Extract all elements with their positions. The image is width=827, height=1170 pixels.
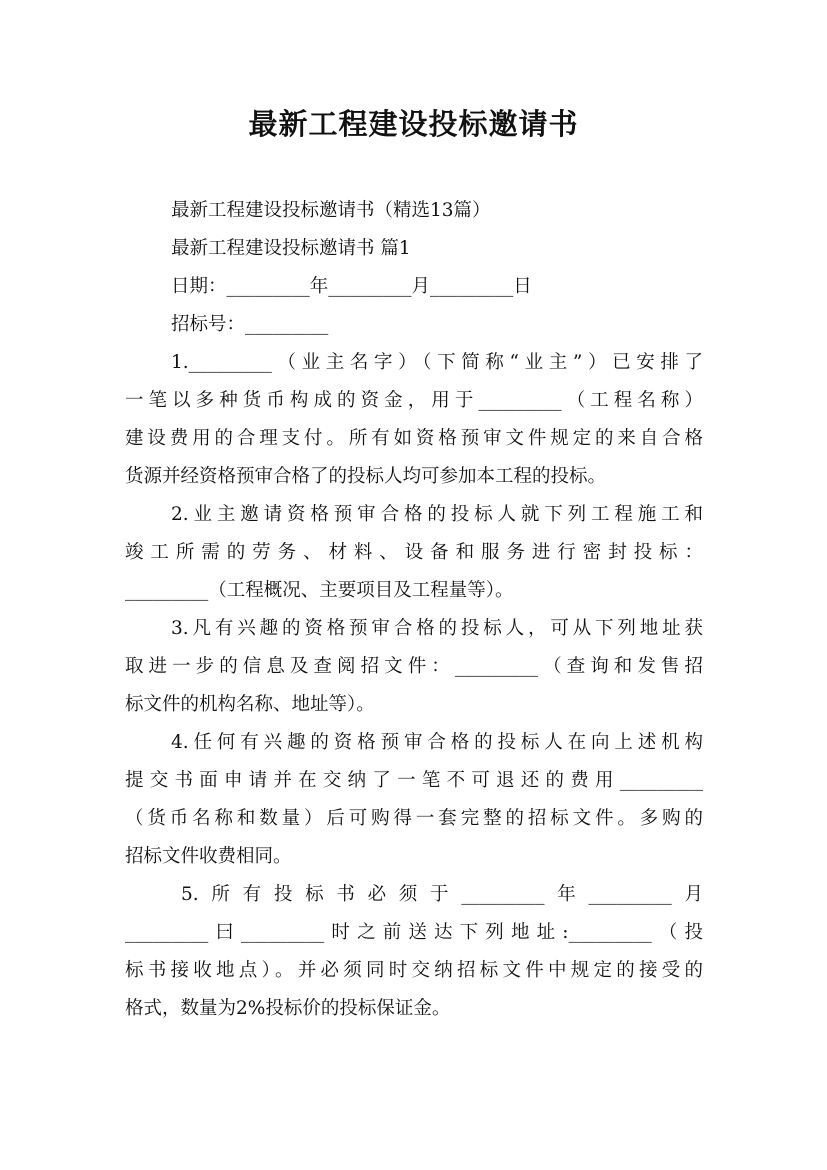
paragraph-5-line-4: 格式，数量为2%投标价的投标保证金。 (125, 998, 451, 1019)
paragraph-2-line-3: _________（工程概况、主要项目及工程量等）。 (125, 580, 514, 601)
paragraph-5-line-2: _________曰_________时之前送达下列地址:_________（投 (125, 922, 703, 943)
paragraph-3-line-2: 取进一步的信息及查阅招文件：_________（查询和发售招 (125, 656, 703, 677)
section-heading: 最新工程建设投标邀请书 篇1 (171, 238, 411, 259)
paragraph-4-line-3: （货币名称和数量）后可购得一套完整的招标文件。多购的 (125, 808, 703, 829)
paragraph-2-line-1: 2.业主邀请资格预审合格的投标人就下列工程施工和 (171, 504, 703, 525)
document-body (125, 192, 703, 1028)
paragraph-5-line-3: 标书接收地点）。并必须同时交纳招标文件中规定的接受的 (125, 960, 703, 981)
bid-number-line: 招标号：_________ (171, 314, 329, 335)
paragraph-1-line-3: 建设费用的合理支付。所有如资格预审文件规定的来自合格 (125, 428, 703, 449)
paragraph-5-line-1: 5.所有投标书必须于_________年_________月 (181, 884, 703, 905)
paragraph-1-line-2: 一笔以多种货币构成的资金，用于_________（工程名称） (125, 390, 703, 411)
paragraph-4-line-1: 4.任何有兴趣的资格预审合格的投标人在向上述机构 (171, 732, 703, 753)
document-title: 最新工程建设投标邀请书 (248, 107, 579, 141)
subtitle-line: 最新工程建设投标邀请书（精选13篇） (171, 200, 491, 221)
paragraph-1-line-4: 货源并经资格预审合格了的投标人均可参加本工程的投标。 (125, 466, 607, 487)
paragraph-3-line-1: 3.凡有兴趣的资格预审合格的投标人，可从下列地址获 (171, 618, 703, 639)
paragraph-3-line-3: 标文件的机构名称、地址等）。 (125, 694, 375, 715)
paragraph-4-line-4: 招标文件收费相同。 (125, 846, 292, 867)
paragraph-4-line-2: 提交书面申请并在交纳了一笔不可退还的费用_________ (125, 770, 703, 791)
date-line: 日期：_________年_________月_________日 (171, 276, 532, 297)
paragraph-2-line-2: 竣工所需的劳务、材料、设备和服务进行密封投标： (125, 542, 703, 563)
paragraph-1-line-1: 1._________（业主名字）（下简称“业主”）已安排了 (171, 352, 703, 373)
